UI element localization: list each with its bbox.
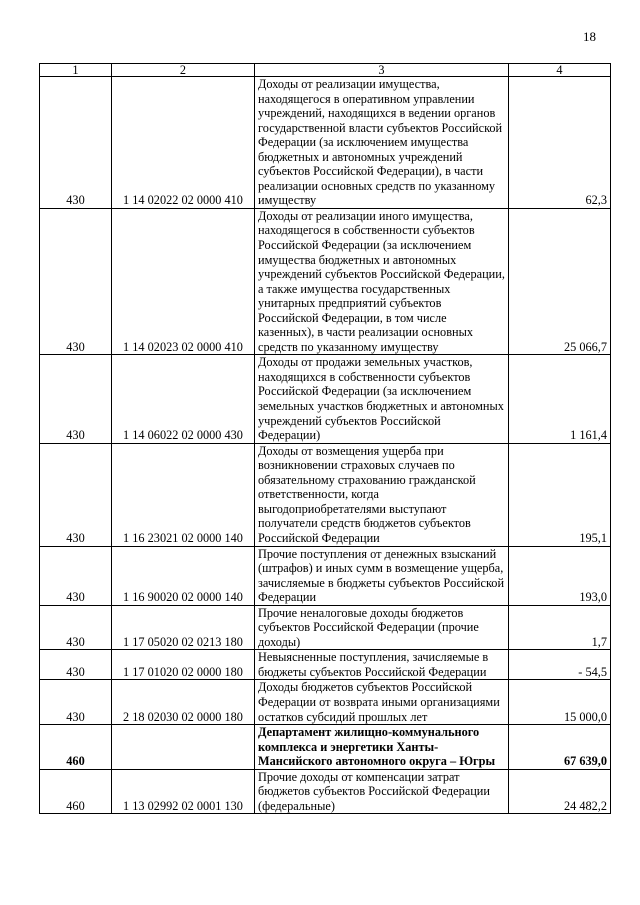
amount-cell: 1 161,4 bbox=[509, 355, 611, 443]
budget-code-cell: 1 16 23021 02 0000 140 bbox=[112, 443, 255, 546]
admin-code-cell: 430 bbox=[40, 443, 112, 546]
amount-cell: 62,3 bbox=[509, 77, 611, 209]
admin-code-cell: 430 bbox=[40, 355, 112, 443]
budget-code-cell bbox=[112, 725, 255, 770]
admin-code-cell: 430 bbox=[40, 208, 112, 354]
admin-code-cell: 460 bbox=[40, 769, 112, 814]
header-col-1: 1 bbox=[40, 64, 112, 77]
admin-code-cell: 430 bbox=[40, 650, 112, 680]
header-col-4: 4 bbox=[509, 64, 611, 77]
table-row bbox=[40, 680, 611, 725]
table-row bbox=[40, 650, 611, 680]
page-number: 18 bbox=[583, 29, 596, 44]
budget-code-cell: 1 13 02992 02 0001 130 bbox=[112, 769, 255, 814]
budget-code-cell: 1 17 01020 02 0000 180 bbox=[112, 650, 255, 680]
revenue-name-cell: Доходы бюджетов субъектов Российской Федерации от возврата иными организациями остатков субсидий прошлых лет bbox=[255, 680, 509, 725]
admin-code-cell: 430 bbox=[40, 680, 112, 725]
admin-code-cell: 430 bbox=[40, 77, 112, 209]
budget-code-cell: 1 14 02023 02 0000 410 bbox=[112, 208, 255, 354]
table-row bbox=[40, 605, 611, 650]
revenue-name-cell: Прочие поступления от денежных взысканий (штрафов) и иных сумм в возмещение ущерба, зачисляемые в бюджеты субъектов Российской Федерации bbox=[255, 546, 509, 605]
revenue-name-cell: Департамент жилищно-коммунального комплекса и энергетики Ханты-Мансийского автономного округа – Югры bbox=[255, 725, 509, 770]
revenue-name-cell: Невыясненные поступления, зачисляемые в бюджеты субъектов Российской Федерации bbox=[255, 650, 509, 680]
admin-code-cell: 430 bbox=[40, 546, 112, 605]
amount-cell: 193,0 bbox=[509, 546, 611, 605]
revenue-name-cell: Прочие неналоговые доходы бюджетов субъектов Российской Федерации (прочие доходы) bbox=[255, 605, 509, 650]
amount-cell: 15 000,0 bbox=[509, 680, 611, 725]
revenue-name-cell: Прочие доходы от компенсации затрат бюджетов субъектов Российской Федерации (федеральные) bbox=[255, 769, 509, 814]
revenue-table bbox=[39, 63, 611, 814]
amount-cell: 25 066,7 bbox=[509, 208, 611, 354]
admin-code-cell: 460 bbox=[40, 725, 112, 770]
amount-cell: 1,7 bbox=[509, 605, 611, 650]
table-row bbox=[40, 77, 611, 209]
revenue-name-cell: Доходы от реализации иного имущества, находящегося в собственности субъектов Российской Федерации (за исключением имущества бюджетных и автономных учреждений субъектов Российской Федерации, а также имущества государственных унитарных предприятий субъектов Российской Федерации, в том числе казенных), в части реализации основных средств по указанному имуществу bbox=[255, 208, 509, 354]
table-row bbox=[40, 355, 611, 443]
header-col-2: 2 bbox=[112, 64, 255, 77]
budget-code-cell: 2 18 02030 02 0000 180 bbox=[112, 680, 255, 725]
table-row bbox=[40, 208, 611, 354]
budget-code-cell: 1 16 90020 02 0000 140 bbox=[112, 546, 255, 605]
budget-code-cell: 1 14 06022 02 0000 430 bbox=[112, 355, 255, 443]
budget-code-cell: 1 14 02022 02 0000 410 bbox=[112, 77, 255, 209]
admin-code-cell: 430 bbox=[40, 605, 112, 650]
table-row bbox=[40, 725, 611, 770]
header-col-3: 3 bbox=[255, 64, 509, 77]
amount-cell: - 54,5 bbox=[509, 650, 611, 680]
amount-cell: 195,1 bbox=[509, 443, 611, 546]
revenue-name-cell: Доходы от возмещения ущерба при возникновении страховых случаев по обязательному страхованию гражданской ответственности, когда выгодоприобретателями выступают получатели средств бюджетов субъектов Российской Федерации bbox=[255, 443, 509, 546]
budget-code-cell: 1 17 05020 02 0213 180 bbox=[112, 605, 255, 650]
table-row bbox=[40, 769, 611, 814]
table-row bbox=[40, 443, 611, 546]
amount-cell: 67 639,0 bbox=[509, 725, 611, 770]
revenue-name-cell: Доходы от продажи земельных участков, находящихся в собственности субъектов Российской Федерации (за исключением земельных участков бюджетных и автономных учреждений субъектов Российской Федерации) bbox=[255, 355, 509, 443]
amount-cell: 24 482,2 bbox=[509, 769, 611, 814]
header-row bbox=[40, 64, 611, 77]
revenue-name-cell: Доходы от реализации имущества, находящегося в оперативном управлении учреждений, находящихся в ведении органов государственной власти субъектов Российской Федерации (за исключением имущества бюджетных и автономных учреждений субъектов Российской Федерации), в части реализации основных средств по указанному имуществу bbox=[255, 77, 509, 209]
table-row bbox=[40, 546, 611, 605]
